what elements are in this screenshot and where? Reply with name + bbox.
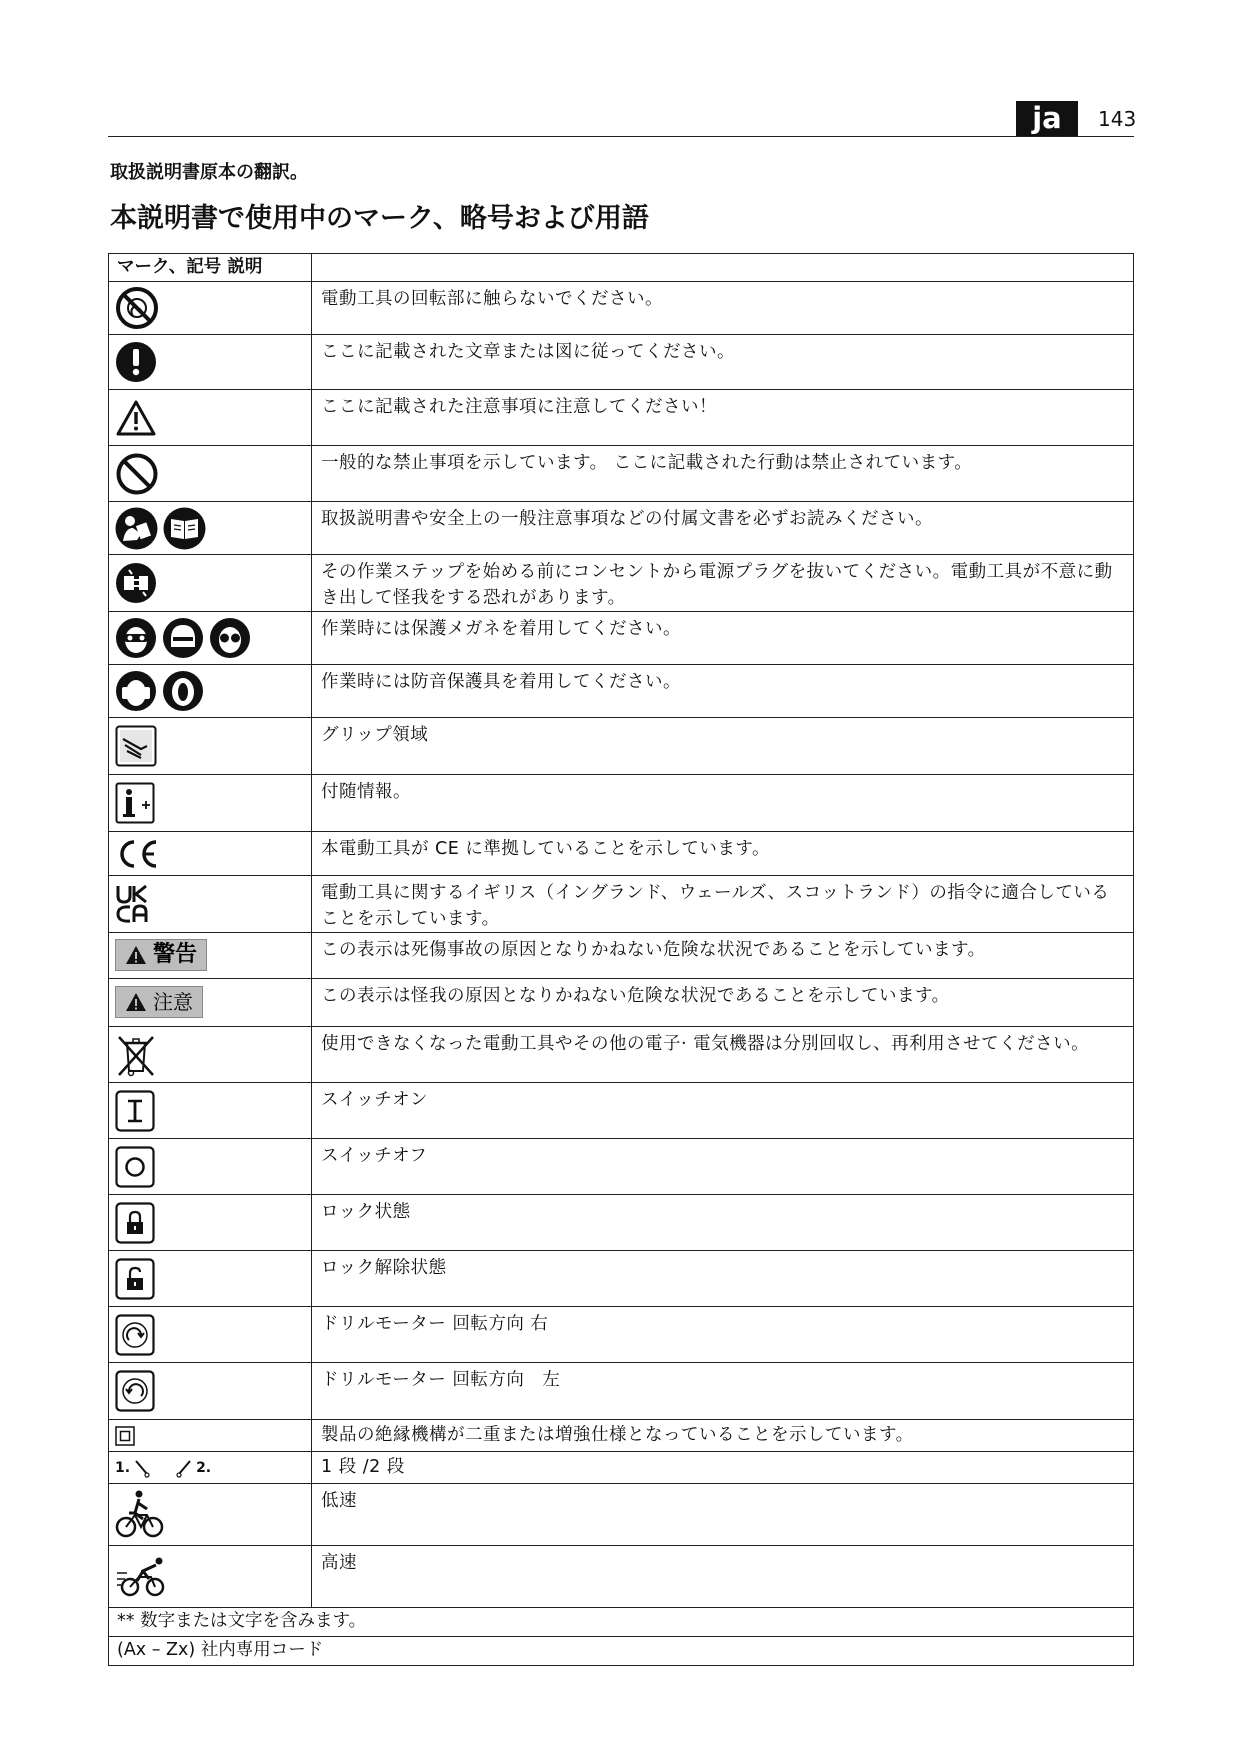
description-cell: ロック状態 [312, 1195, 1134, 1251]
badge-triangle-icon [125, 945, 147, 965]
switch-on-icon [115, 1090, 155, 1132]
symbol-cell [109, 979, 312, 1027]
table-row [109, 335, 1134, 390]
symbol-cell [109, 1546, 312, 1608]
description-cell: 作業時には防音保護具を着用してください。 [312, 665, 1134, 718]
symbol-cell [109, 718, 312, 775]
description-cell: ここに記載された文章または図に従ってください。 [312, 335, 1134, 390]
low-speed-cyclist-icon [115, 1489, 165, 1541]
footnote-cell: (Ax – Zx) 社内専用コード [109, 1637, 1134, 1666]
ukca-mark-icon [115, 884, 149, 924]
document-subtitle: 取扱説明書原本の翻訳。 [110, 162, 308, 183]
table-row [109, 665, 1134, 718]
prohibition-icon [115, 452, 159, 496]
description-cell: ここに記載された注意事項に注意してください！ [312, 390, 1134, 446]
table-row [109, 775, 1134, 832]
description-cell: ドリルモーター 回転方向 右 [312, 1307, 1134, 1363]
description-cell: ロック解除状態 [312, 1251, 1134, 1307]
description-cell: 本電動工具が CE に準拠していることを示しています。 [312, 832, 1134, 876]
description-cell: 使用できなくなった電動工具やその他の電子· 電気機器は分別回収し、再利用させてください。 [312, 1027, 1134, 1083]
no-touch-rotating-icon [115, 286, 159, 330]
table-row [109, 1484, 1134, 1546]
caution-badge-icon [115, 986, 203, 1018]
book-icon [163, 507, 206, 550]
table-row [109, 933, 1134, 979]
stage-two-lever-icon [162, 1458, 192, 1478]
eye-protection-icon [115, 617, 311, 659]
locked-icon [115, 1202, 155, 1244]
gear-stage-icon [115, 1455, 311, 1481]
warning-triangle-icon [115, 399, 157, 437]
table-row [109, 1251, 1134, 1307]
table-row [109, 612, 1134, 665]
ear-plug-icon [162, 670, 204, 712]
table-row [109, 390, 1134, 446]
footnote-cell: ** 数字または文字を含みます。 [109, 1608, 1134, 1637]
table-row [109, 502, 1134, 555]
description-cell: 電動工具に関するイギリス（イングランド、ウェールズ、スコットランド）の指令に適合していることを示しています。 [312, 876, 1134, 933]
symbol-cell [109, 832, 312, 876]
header-cell: マーク、記号 説明 [109, 254, 312, 282]
warning-badge-icon [115, 939, 207, 971]
symbol-cell [109, 612, 312, 665]
badge-triangle-icon [125, 992, 147, 1012]
table-row [109, 718, 1134, 775]
symbol-cell [109, 390, 312, 446]
table-row [109, 1546, 1134, 1608]
ce-mark-icon [115, 838, 159, 870]
symbol-cell [109, 335, 312, 390]
symbol-cell [109, 282, 312, 335]
high-speed-cyclist-icon [115, 1553, 171, 1601]
table-row [109, 876, 1134, 933]
description-cell: この表示は死傷事故の原因となりかねない危険な状況であることを示しています。 [312, 933, 1134, 979]
table-row [109, 832, 1134, 876]
table-row [109, 1452, 1134, 1484]
symbol-cell [109, 1139, 312, 1195]
table-row [109, 979, 1134, 1027]
section-title: 本説明書で使用中のマーク、略号および用語 [110, 203, 649, 234]
symbol-cell [109, 665, 312, 718]
symbol-cell [109, 876, 312, 933]
goggles-face-icon [115, 617, 157, 659]
table-row [109, 282, 1134, 335]
header-rule [108, 136, 1134, 137]
header-cell-empty [312, 254, 1134, 282]
symbol-cell [109, 775, 312, 832]
footnote-row [109, 1637, 1134, 1666]
symbol-cell [109, 1363, 312, 1420]
symbol-cell [109, 1420, 312, 1452]
stage-one-lever-icon [134, 1458, 150, 1478]
description-cell: 1 段 /2 段 [312, 1452, 1134, 1484]
stage-two-label: 2. [196, 1459, 212, 1476]
symbol-cell [109, 446, 312, 502]
symbol-cell [109, 555, 312, 612]
page-number: 143 [1098, 107, 1137, 131]
table-row [109, 1027, 1134, 1083]
symbols-table [108, 253, 1134, 1666]
language-tab: ja [1016, 101, 1078, 136]
description-cell: 電動工具の回転部に触らないでください。 [312, 282, 1134, 335]
caution-badge-label: 注意 [153, 989, 193, 1014]
symbol-cell [109, 1307, 312, 1363]
unplug-icon [115, 562, 157, 604]
table-row [109, 1139, 1134, 1195]
description-cell: 一般的な禁止事項を示しています。 ここに記載された行動は禁止されています。 [312, 446, 1134, 502]
description-cell: ドリルモーター 回転方向 左 [312, 1363, 1134, 1420]
description-cell: 作業時には保護メガネを着用してください。 [312, 612, 1134, 665]
table-row [109, 446, 1134, 502]
ear-muff-icon [115, 670, 157, 712]
description-cell: この表示は怪我の原因となりかねない危険な状況であることを示しています。 [312, 979, 1134, 1027]
symbol-cell [109, 1251, 312, 1307]
symbol-cell [109, 1083, 312, 1139]
warning-badge-label: 警告 [152, 941, 197, 967]
face-shield-icon [162, 617, 204, 659]
description-cell: スイッチオン [312, 1083, 1134, 1139]
table-row [109, 1195, 1134, 1251]
symbol-cell [109, 1195, 312, 1251]
unlocked-icon [115, 1258, 155, 1300]
footnote-row [109, 1608, 1134, 1637]
description-cell: グリップ領域 [312, 718, 1134, 775]
symbol-cell [109, 1452, 312, 1484]
info-icon [115, 782, 155, 824]
description-cell: 低速 [312, 1484, 1134, 1546]
person-reading-icon [115, 507, 158, 550]
table-row [109, 1420, 1134, 1452]
table-row [109, 1307, 1134, 1363]
symbol-cell [109, 933, 312, 979]
description-cell: 取扱説明書や安全上の一般注意事項などの付属文書を必ずお読みください。 [312, 502, 1134, 555]
weee-bin-icon [115, 1033, 157, 1077]
safety-glasses-icon [209, 617, 251, 659]
ear-protection-icon [115, 670, 311, 712]
stage-one-label: 1. [115, 1459, 131, 1476]
double-insulation-icon [115, 1426, 135, 1446]
table-row [109, 1083, 1134, 1139]
rotation-right-icon [115, 1314, 155, 1356]
symbol-cell [109, 1027, 312, 1083]
switch-off-icon [115, 1146, 155, 1188]
mandatory-exclamation-icon [115, 341, 157, 383]
symbol-cell [109, 502, 312, 555]
rotation-left-icon [115, 1370, 155, 1412]
description-cell: スイッチオフ [312, 1139, 1134, 1195]
description-cell: 高速 [312, 1546, 1134, 1608]
description-cell: 付随情報。 [312, 775, 1134, 832]
table-header-row [109, 254, 1134, 282]
table-row [109, 1363, 1134, 1420]
description-cell: 製品の絶縁機構が二重または増強仕様となっていることを示しています。 [312, 1420, 1134, 1452]
read-manual-icon [115, 507, 311, 550]
grip-area-icon [115, 725, 157, 767]
description-cell: その作業ステップを始める前にコンセントから電源プラグを抜いてください。電動工具が不意に動き出して怪我をする恐れがあります。 [312, 555, 1134, 612]
table-row [109, 555, 1134, 612]
symbol-cell [109, 1484, 312, 1546]
